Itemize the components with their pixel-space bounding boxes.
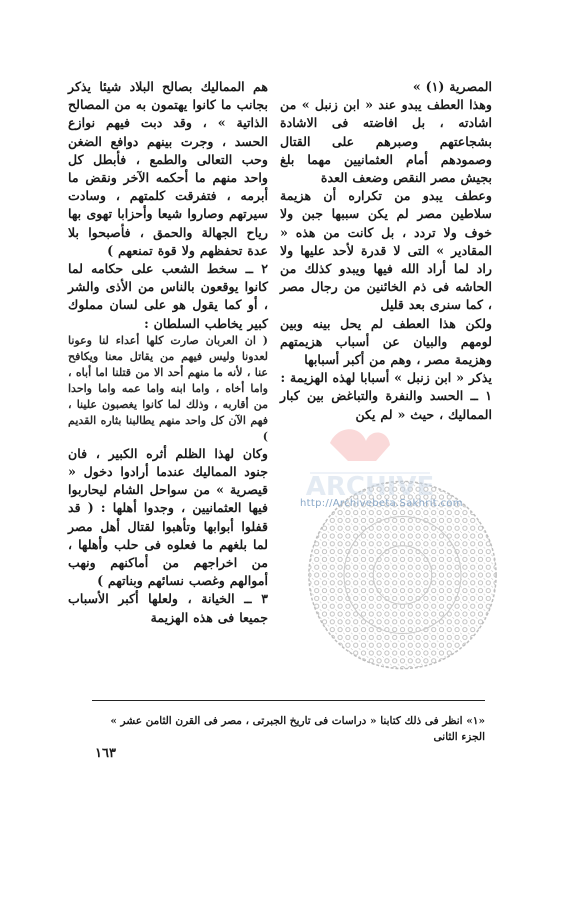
quotation: ( ان العربان صارت كلها أعداء لنا وعونا لعدونا وليس فيهم من يقاتل معنا ويكافح عنا ، لأنه ما منهم أحد الا من قتلنا اما أباه ، واما أخاه ، واما ابنه واما عمه واما واحدا من أقاربه ، وذلك لما كانوا يغصبون علينا ، فهم الآن كل واحد منهم يطالبنا بثاره القديم ) <box>68 333 268 443</box>
paragraph: وكان لهذا الظلم أثره الكبير ، فان جنود المماليك عندما أرادوا دخول « قيصرية » من سواحل الشام ليحاربوا فيها العثمانيين ، وجدوا أهلها : ( قد قفلوا أبوابها وتأهبوا لقتال أهل مصر لما بلغهم ما فعلوه فى حلب وأهلها ، من اخراجهم من أماكنهم ونهب أموالهم وغصب نسائهم وبناتهم ) <box>68 445 268 589</box>
footnote: «١» انظر فى ذلك كتابنا « دراسات فى تاريخ الجبرتى ، مصر فى القرن الثامن عشر » الجزء الثانى <box>110 715 485 743</box>
paragraph: وعطف يبدو من تكراره أن هزيمة سلاطين مصر لم يكن سببها جبن ولا خوف ولا تردد ، بل كانت من هذه « المقادير » التى لا قدرة لأحد عليها ولا راد لما أراد الله فيها ويبدو كذلك من الحاشه فى ذم الخائنين من رجال مصر ، كما سنرى بعد قليل <box>280 188 492 313</box>
right-text-column <box>280 78 492 424</box>
paragraph: ٢ ــ سخط الشعب على حكامه لما كانوا يوقعون بالناس من الأذى والشر ، أو كما يقول هو على لسان مملوك كبير يخاطب السلطان : <box>68 261 268 331</box>
paragraph: ٣ ــ الخيانة ، ولعلها أكبر الأسباب جميعا فى هذه الهزيمة <box>68 591 268 625</box>
paragraph: هم المماليك بصالح البلاد شيئا يذكر بجانب ما كانوا يهتمون به من المصالح الذاتية » ، وقد دبت فيهم نوازع الحسد ، وجرت بينهم دوافع الضغن وحب التعالى والطمع ، فأبطل كل واحد منهم ما أحكمه الآخر ونقض ما أبرمه ، فتفرقت كلمتهم ، وسادت سيرتهم وصاروا شيعا وأحزابا تهوى بها رياح الجهالة والحمق ، فأصبحوا بلا عدة تحفظهم ولا قوة تمنعهم ) <box>68 79 268 258</box>
left-text-column <box>68 78 268 627</box>
watermark-url: http://Archivebeta.Sakhrit.com <box>300 498 463 509</box>
footnote-divider <box>92 700 485 701</box>
paragraph: يذكر « ابن زنبل » أسبابا لهذه الهزيمة : ١ ــ الحسد والنفرة والتباغض بين كبار المماليك ، حيث « لم يكن <box>280 370 492 422</box>
page-number: ١٦٣ <box>95 746 116 761</box>
watermark-logo-text: ARCHIVE <box>305 472 435 502</box>
paragraph: ولكن هذا العطف لم يحل بينه وبين لومهم والبيان عن أسباب هزيمتهم وهزيمة مصر ، وهم من أكبر أسبابها <box>280 315 492 368</box>
paragraph: المصرية (١) » وهذا العطف يبدو عند « ابن زنبل » من اشادته ، بل افاضته فى الاشادة بشجاعتهم وصبرهم على القتال وصمودهم أمام العثمانيين مهما بلغ بجيش مصر النقص وضعف العدة <box>280 79 492 186</box>
